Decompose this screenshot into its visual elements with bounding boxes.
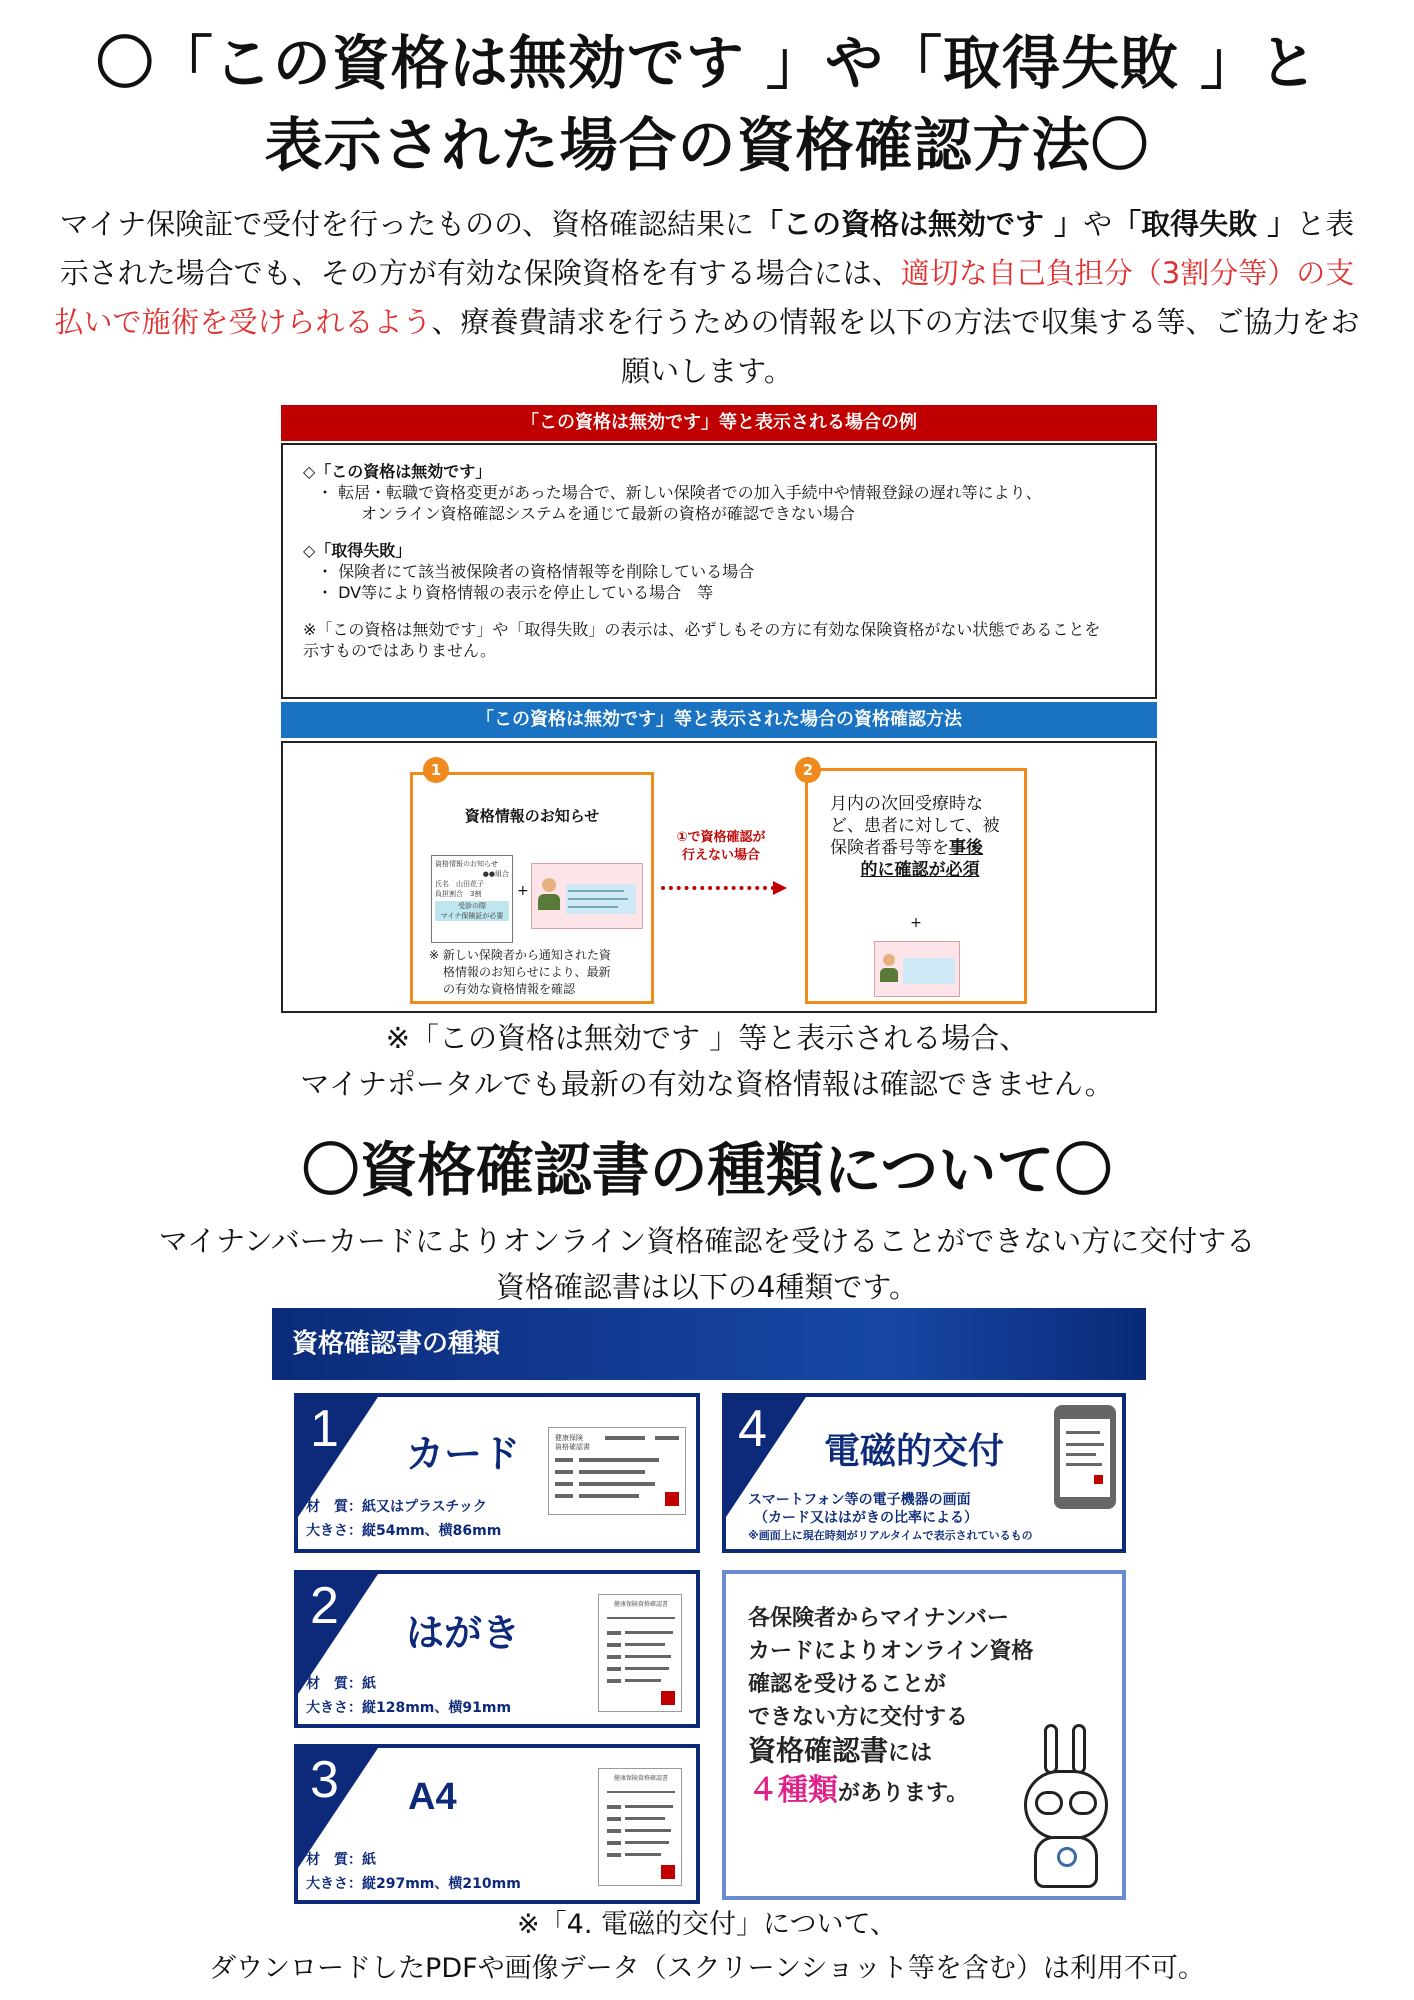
step1-note-line3: の有効な資格情報を確認 (443, 982, 576, 996)
type4-spec3: ※画面上に現在時刻がリアルタイムで表示されているもの (748, 1529, 1033, 1542)
electronic-note-line1: ※「4. 電磁的交付」について、 (517, 1909, 897, 1940)
type1-spec (306, 1495, 501, 1543)
notice-doc-tag1: 受診の際 (458, 902, 486, 910)
examples-note-line2: 示すものではありません。 (303, 641, 496, 660)
type1-name: カード (406, 1432, 521, 1476)
notice-doc-title: 資格情報のお知らせ (435, 860, 498, 868)
rabbit-mascot-icon (1016, 1724, 1116, 1894)
confirmation-method-box (281, 741, 1157, 1013)
case2-line2: ・ DV等により資格情報の表示を停止している場合 等 (317, 583, 714, 602)
notice-doc-ratio: 負担割合 3割 (435, 890, 482, 898)
notice-doc-group: ●●組合 (482, 870, 509, 878)
type3-spec (306, 1848, 521, 1896)
type-electronic (722, 1393, 1126, 1553)
case2-heading: ◇「取得失敗」 (303, 541, 412, 560)
intro-bold-1: 「この資格は無効です 」 (754, 207, 1084, 241)
type1-size: 大きさ：縦54mm、横86mm (306, 1523, 502, 1539)
intro-bold-2: 「取得失敗 」 (1112, 207, 1297, 241)
card-document-illustration (548, 1427, 686, 1515)
notice-doc-name: 氏名 山田花子 (435, 880, 484, 888)
a4-doc-head: 健康保険資格確認書 (613, 1775, 668, 1782)
invalid-examples-box (281, 443, 1157, 699)
step2-plus: + (910, 915, 922, 931)
type4-spec (748, 1491, 1033, 1545)
type4-spec2: （カード又ははがきの比率による） (754, 1510, 978, 1526)
step1-note-line2: 格情報のお知らせにより、最新 (443, 965, 611, 979)
step1-number-badge: 1 (423, 757, 449, 783)
case2-line1: ・ 保険者にて該当被保険者の資格情報等を削除している場合 (317, 562, 755, 581)
postcard-doc-head: 健康保険資格確認書 (613, 1601, 668, 1608)
step1-plus: + (517, 883, 529, 899)
postcard-document-illustration (598, 1594, 682, 1712)
step2-text (830, 793, 1010, 881)
section2-intro (0, 1218, 1414, 1310)
arrow-label-line1: ①で資格確認が (676, 830, 766, 845)
types-summary-box (722, 1570, 1126, 1900)
type3-material: 材 質：紙 (306, 1852, 376, 1868)
step2-underline2: 的に確認が必須 (860, 860, 980, 880)
type4-name: 電磁的交付 (824, 1431, 1005, 1472)
notice-doc-tag2: マイナ保険証が必要 (440, 912, 504, 920)
arrow-label (661, 829, 781, 865)
main-title-line2: 表示された場合の資格確認方法〇 (264, 111, 1150, 179)
step2-number-badge: 2 (795, 757, 821, 783)
step1-title: 資格情報のお知らせ (464, 807, 600, 825)
type4-number: 4 (738, 1400, 767, 1458)
electronic-note-line2: ダウンロードしたPDFや画像データ（スクリーンショット等を含む）は利用不可。 (209, 1953, 1205, 1984)
types-header: 資格確認書の種類 (272, 1308, 1146, 1380)
main-title-line1: 〇「この資格は無効です 」や「取得失敗 」と (95, 29, 1319, 97)
type2-name: はがき (406, 1611, 521, 1655)
section2-intro-line2: 資格確認書は以下の4種類です。 (495, 1270, 919, 1304)
step2-line3: 保険者番号等を (830, 838, 949, 858)
type4-spec1: スマートフォン等の電子機器の画面 (748, 1492, 971, 1508)
confirmation-method-header: 「この資格は無効です」等と表示された場合の資格確認方法 (281, 702, 1157, 738)
type-a4 (294, 1744, 700, 1904)
type-card (294, 1393, 700, 1553)
intro-text-2: や (1083, 207, 1113, 241)
summary-line3: 確認を受けることが (748, 1672, 947, 1697)
summary-line2: カードによりオンライン資格 (748, 1639, 1034, 1664)
type-postcard (294, 1570, 700, 1728)
smartphone-icon (1054, 1405, 1116, 1509)
step1-note-line1: ※ 新しい保険者から通知された資 (429, 948, 611, 962)
main-title (0, 22, 1414, 186)
step2-underline1: 事後 (949, 838, 983, 858)
arrow-label-line2: 行えない場合 (681, 848, 760, 863)
electronic-note (0, 1903, 1414, 1991)
invalid-examples-header: 「この資格は無効です」等と表示される場合の例 (281, 405, 1157, 441)
mynumber-card-illustration (531, 863, 643, 929)
type1-number: 1 (310, 1400, 339, 1458)
type1-material: 材 質：紙又はプラスチック (306, 1499, 487, 1515)
summary-line4: できない方に交付する (748, 1705, 969, 1730)
type2-number: 2 (310, 1577, 339, 1635)
type3-size: 大きさ：縦297mm、横210mm (306, 1876, 521, 1892)
a4-document-illustration (598, 1768, 682, 1886)
summary-line1: 各保険者からマイナンバー (748, 1606, 1009, 1631)
intro-text-4: 、療養費請求を行うための情報を以下の方法で収集する等、ご協力をお願いします。 (431, 305, 1360, 388)
intro-paragraph (50, 200, 1364, 396)
type2-material: 材 質：紙 (306, 1676, 376, 1692)
type2-size: 大きさ：縦128mm、横91mm (306, 1700, 512, 1716)
case1-line1: ・ 転居・転職で資格変更があった場合で、新しい保険者での加入手続中や情報登録の遅れ等により、 (317, 483, 1042, 502)
step1-card (410, 772, 654, 1004)
summary-pink: ４種類 (748, 1773, 838, 1808)
notice-document-illustration (431, 855, 513, 943)
summary-ni: には (888, 1741, 933, 1766)
case1-line2: オンライン資格確認システムを通じて最新の資格が確認できない場合 (361, 504, 855, 523)
section2-intro-line1: マイナンバーカードによりオンライン資格確認を受けることができない方に交付する (158, 1224, 1256, 1258)
intro-text-1: マイナ保険証で受付を行ったものの、資格確認結果に (59, 207, 754, 241)
intro-text-3: と表示された場合でも、その方が有効な保険資格を有する場合には、 (59, 207, 1355, 290)
type3-number: 3 (310, 1751, 339, 1809)
intro-red-text: 適切な自己負担分（3割分等）の支払いで施術を受けられるよう (54, 256, 1355, 339)
mynaportal-note (0, 1015, 1414, 1107)
mynaportal-note-line2: マイナポータルでも最新の有効な資格情報は確認できません。 (300, 1067, 1114, 1101)
person-icon-2 (880, 954, 898, 984)
examples-note-line1: ※「この資格は無効です」や「取得失敗」の表示は、必ずしもその方に有効な保険資格がない状態であることを (303, 620, 1101, 639)
step2-card (805, 768, 1027, 1004)
type3-name: A4 (408, 1776, 457, 1818)
step1-note (413, 947, 651, 998)
case1-heading: ◇「この資格は無効です」 (303, 462, 492, 481)
summary-big: 資格確認書 (748, 1734, 889, 1767)
step2-line2: ど、患者に対して、被 (830, 816, 1000, 836)
person-icon (538, 878, 560, 912)
step2-line1: 月内の次回受療時な (830, 794, 983, 814)
summary-end: があります。 (838, 1781, 969, 1806)
card-doc-head: 健康保険 (555, 1434, 583, 1442)
section2-title: 〇資格確認書の種類について〇 (301, 1136, 1113, 1204)
mynumber-card-illustration-2 (874, 941, 960, 997)
dotted-arrow-icon (661, 881, 789, 895)
type2-spec (306, 1672, 511, 1720)
mynaportal-note-line1: ※「この資格は無効です 」等と表示される場合、 (385, 1021, 1029, 1055)
card-doc-sub: 資格確認書 (555, 1443, 590, 1451)
